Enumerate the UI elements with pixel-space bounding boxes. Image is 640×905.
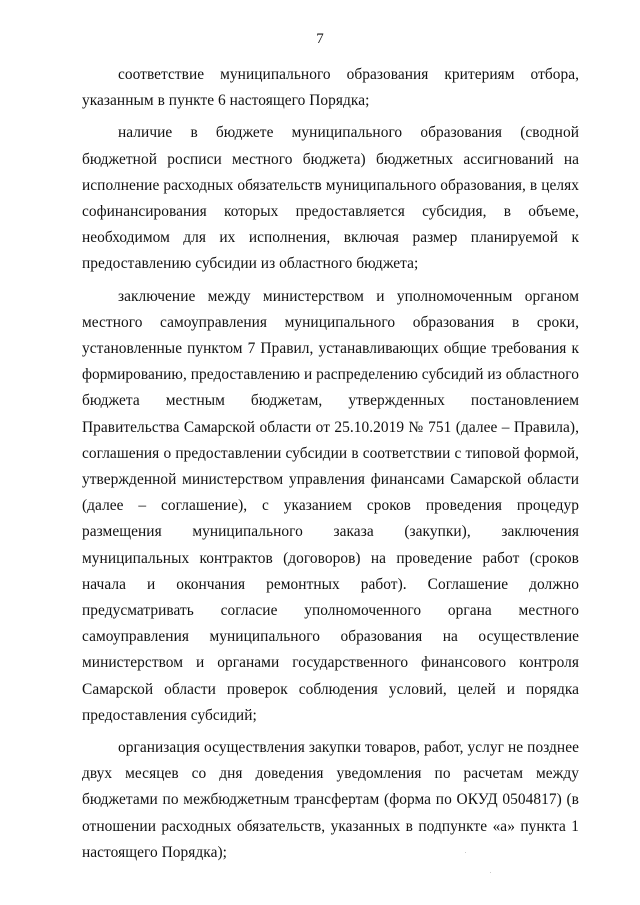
page-number: 7: [316, 31, 324, 47]
document-body: [82, 62, 579, 872]
paragraph-procurement-organization: организация осуществления закупки товаров, работ, услуг не позднее двух месяцев со дня доведения уведомления по расчетам между бюджетами по межбюджетным трансфертам (форма по ОКУД 0504817) (в отношении расходных обязательств, указанных в подпункте «а» пункта 1 настоящего Порядка);: [82, 739, 579, 861]
paragraph-criteria-compliance: соответствие муниципального образования критериям отбора, указанным в пункте 6 настоящего Порядка;: [82, 66, 579, 110]
scan-speck: [465, 852, 466, 853]
scan-speck: [490, 872, 491, 873]
paragraph-budget-allocations: наличие в бюджете муниципального образования (сводной бюджетной росписи местного бюджета) бюджетных ассигнований на исполнение расходных обязательств муниципального образования, в целях софинансирования которых предоставляется субсидия, в объеме, необходимом для их исполнения, включая размер планируемой к предоставлению субсидии из областного бюджета;: [82, 124, 579, 273]
paragraph-agreement-conclusion: заключение между министерством и уполномоченным органом местного самоуправления муниципального образования в сроки, установленные пунктом 7 Правил, устанавливающих общие требования к формированию, предоставлению и распределению субсидий из областного бюджета местным бюджетам, утвержденных постановлением Правительства Самарской области от 25.10.2019 № 751 (далее – Правила), соглашения о предоставлении субсидии в соответствии с типовой формой, утвержденной министерством управления финансами Самарской области (далее – соглашение), с указанием сроков проведения процедур размещения муниципального заказа (закупки), заключения муниципальных контрактов (договоров) на проведение работ (сроков начала и окончания ремонтных работ). Соглашение должно предусматривать согласие уполномоченного органа местного самоуправления муниципального образования на осуществление министерством и органами государственного финансового контроля Самарской области проверок соблюдения условий, целей и порядка предоставления субсидий;: [82, 287, 579, 724]
